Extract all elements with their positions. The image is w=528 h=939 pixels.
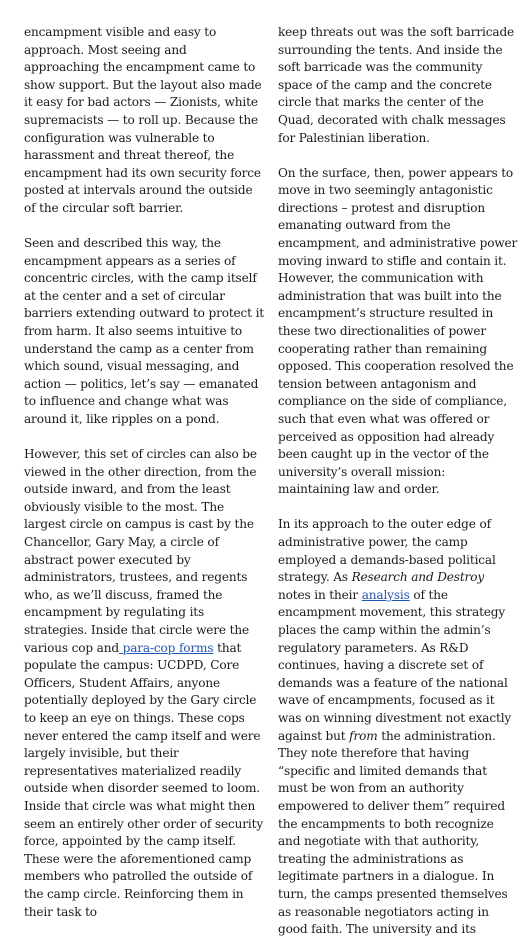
para-cop-forms-link[interactable]: para-cop forms (118, 640, 214, 655)
right-column (278, 24, 518, 937)
emphasis: from (349, 728, 378, 743)
paragraph: keep threats out was the soft barricade surrounding the tents. And inside the soft barricade was the community space of the camp and the concrete circle that marks the center of the Quad, decorated with chalk messages for Palestinian liberation. (278, 25, 515, 145)
paragraph-text: However, this set of circles can also be viewed in the other direction, from the outside inward, and from the least obviously visible to the most. The largest circle on campus is cast by the Chancellor, Gary May, a circle of abstract power executed by administrators, trustees, and regents who, as we’ll discuss, framed the encampment by regulating its strategies. Inside that circle were the various cop and (24, 447, 257, 655)
paragraph: Seen and described this way, the encampment appears as a series of concentric circles, with the camp itself at the center and a set of circular barriers extending outward to protect it from harm. It also seems intuitive to understand the camp as a center from which sound, visual messaging, and action — politics, let’s say — emanated to influence and change what was around it, like ripples on a pond. (24, 236, 265, 426)
paragraph (24, 446, 264, 921)
paragraph: On the surface, then, power appears to move in two seemingly antagonistic directions – protest and disruption emanating outward from the encampment, and administrative power moving inward to stifle and contain it. However, the communication with administration that was built into the encampment’s structure resulted in these two directionalities of power cooperating rather than remaining opposed. This cooperation resolved the tension between antagonism and compliance on the side of compliance, such that even what was offered or perceived as opposition had already been caught up in the vector of the university’s overall mission: maintaining law and order. (278, 165, 518, 497)
paragraph-text: of the encampment movement, this strategy places the camp within the admin’s regulatory parameters. As R&D continues, having a discrete set of demands was a feature of the national wave of encampments, focused as it was on winning divestment not exactly against but (278, 587, 512, 743)
analysis-link[interactable]: analysis (361, 587, 410, 602)
paragraph: encampment visible and easy to approach. Most seeing and approaching the encampment came to show support. But the layout also made it easy for bad actors — Zionists, white supremacists — to roll up. Because the configuration was vulnerable to harassment and threat thereof, the encampment had its own security force posted at intervals around the outside of the circular soft barrier. (24, 25, 262, 215)
paragraph-text: notes in their (278, 587, 362, 602)
publication-title: Research and Destroy (351, 570, 485, 585)
paragraph-text: In its approach to the outer edge of administrative power, the camp employed a demands-based political strategy. As (278, 517, 496, 585)
paragraph (278, 516, 518, 938)
paragraph-text: the administration. They note therefore that having “specific and limited demands that must be won from an authority empowered to deliver them” required the encampments to both recognize and negotiate with that authority, treating the administrations as legitimate partners in a dialogue. In turn, the camps presented themselves as reasonable negotiators acting in good faith. The university and its (278, 728, 508, 937)
left-column (24, 24, 265, 919)
paragraph-text: that populate the campus: UCDPD, Core Officers, Student Affairs, anyone potentially deployed by the Gary circle to keep an eye on things. These cops never entered the camp itself and were largely invisible, but their representatives materialized readily outside when disorder seemed to loom. Inside that circle was what might then seem an entirely other order of security force, appointed by the camp itself. These were the aforementioned camp members who patrolled the outside of the camp circle. Reinforcing them in their task to (24, 640, 263, 919)
